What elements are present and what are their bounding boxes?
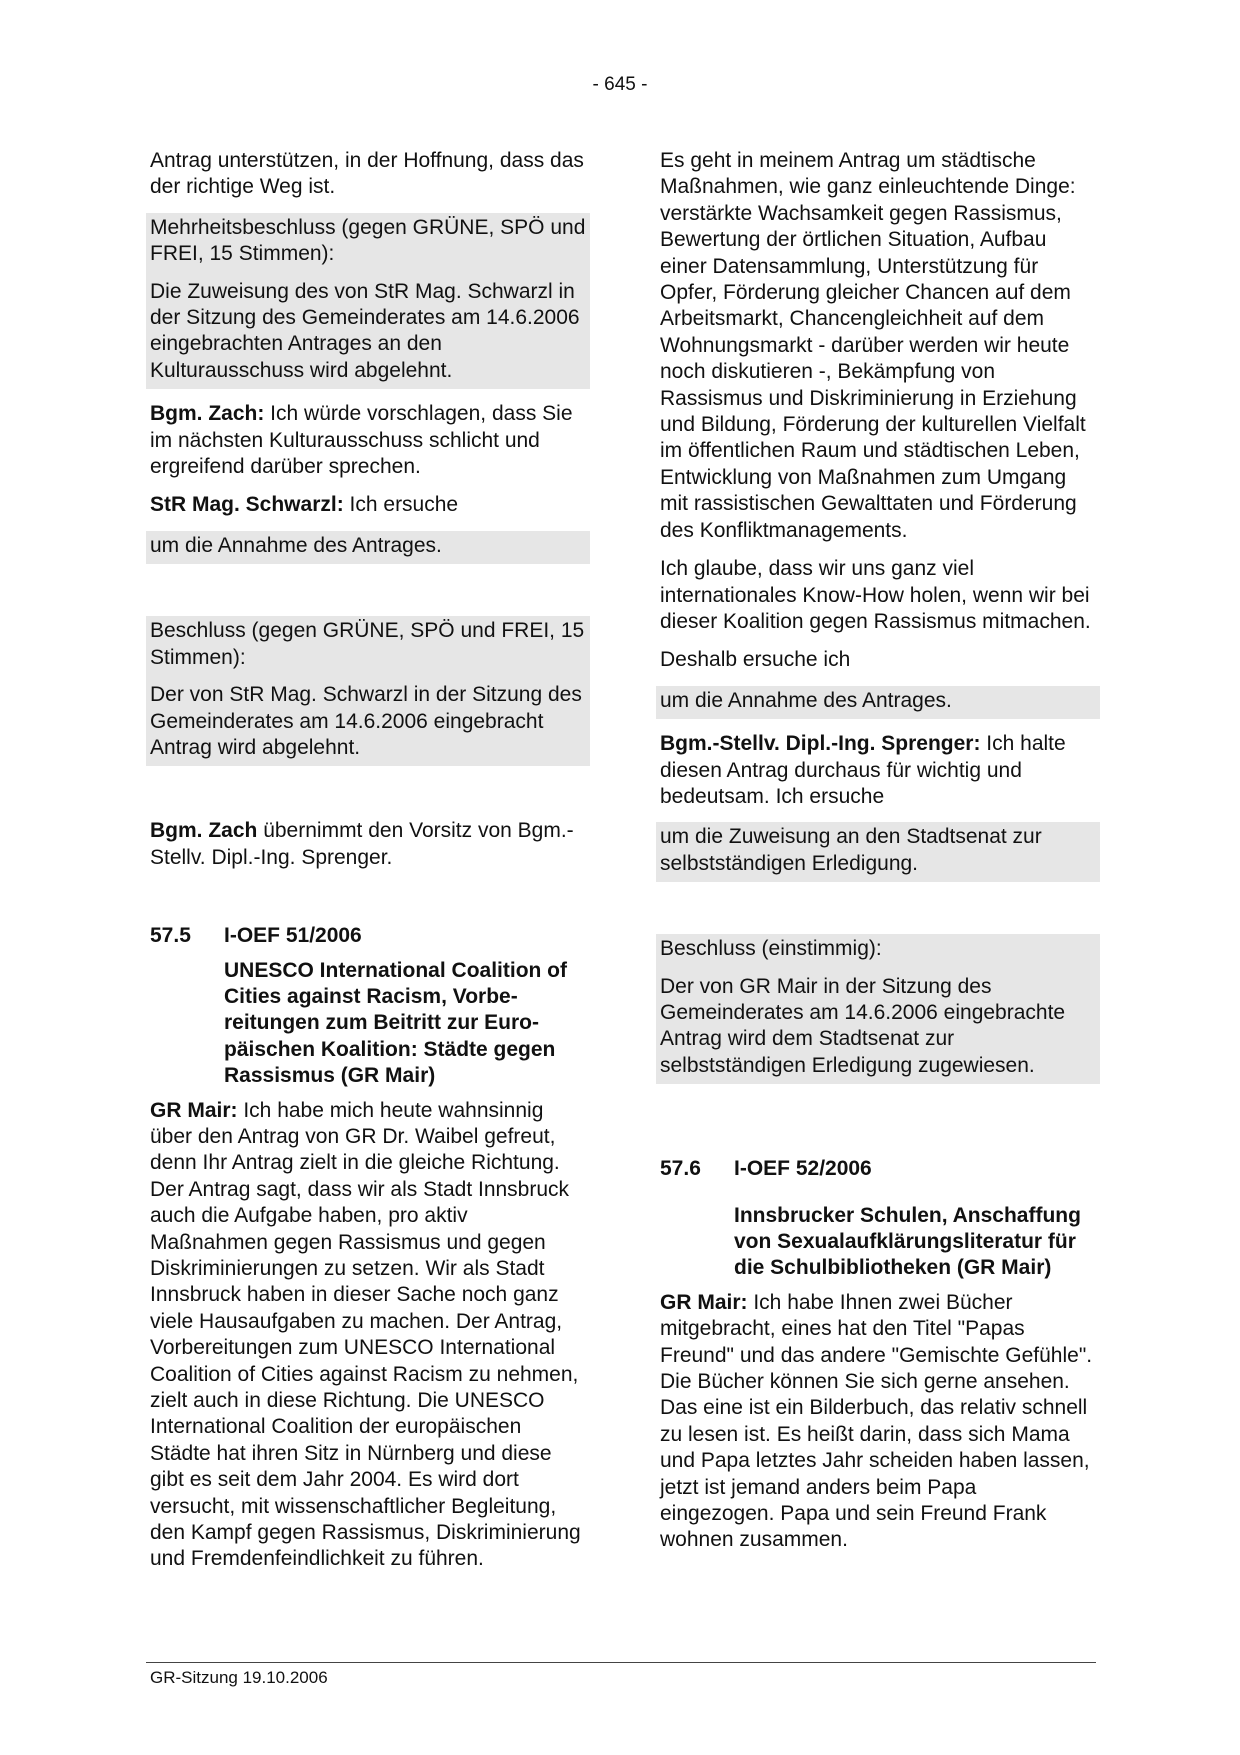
chair-change-text: übernimmt den Vorsitz von Bgm.-Stellv. Dipl.-Ing. Sprenger. bbox=[150, 819, 574, 869]
motion-request-box bbox=[656, 686, 1100, 719]
motion-request-box bbox=[656, 822, 1100, 882]
agenda-item-header bbox=[660, 1156, 1100, 1182]
agenda-item bbox=[146, 923, 590, 1089]
spacer bbox=[146, 778, 590, 818]
paragraph: Es geht in meinem Antrag um städtische Maßnahmen, wie ganz einleuchtende Dinge: verstärkte Wachsamkeit gegen Rassismus, Bewertung der örtlichen Situation, Aufbau einer Datensammlung, Unterstützung für Opfer, Förderung gleicher Chancen auf dem Arbeitsmarkt, Chancengleichheit auf dem Wohnungsmarkt - darüber werden wir heute noch diskutieren -, Bekämpfung von Rassismus und Diskriminierung in Erziehung und Bildung, Förderung der kulturellen Vielfalt im öffentlichen Raum und städtischen Leben, Entwicklung von Maßnahmen zum Umgang mit rassistischen Gewalttaten und Förderung des Konfliktmanagements. bbox=[660, 149, 1086, 542]
agenda-item-number: 57.6 bbox=[660, 1157, 701, 1181]
motion-request-text: um die Annahme des Antrages. bbox=[150, 533, 442, 557]
resolution-box bbox=[146, 616, 590, 766]
agenda-item-header bbox=[150, 923, 590, 949]
footer-text: GR-Sitzung 19.10.2006 bbox=[150, 1668, 328, 1687]
speech-text: Ich würde vorschlagen, dass Sie im nächsten Kulturausschuss schlicht und ergreifend darüber sprechen. bbox=[150, 402, 573, 479]
speech-paragraph bbox=[656, 1290, 1100, 1554]
motion-request-box bbox=[146, 531, 590, 564]
agenda-item-code: I-OEF 52/2006 bbox=[734, 1157, 872, 1181]
resolution-box bbox=[656, 934, 1100, 1084]
resolution-text: Der von GR Mair in der Sitzung des Gemeinderates am 14.6.2006 eingebrachte Antrag wird dem Stadtsenat zur selbstständigen Erledigung zugewiesen. bbox=[660, 974, 1066, 1077]
spacer bbox=[146, 883, 590, 923]
left-column bbox=[146, 148, 590, 1585]
resolution-heading: Beschluss (einstimmig): bbox=[660, 937, 882, 961]
agenda-item-code: I-OEF 51/2006 bbox=[224, 924, 362, 948]
speaker-name: Bgm.-Stellv. Dipl.-Ing. Sprenger: bbox=[660, 732, 981, 756]
resolution-text: Der von StR Mag. Schwarzl in der Sitzung des Gemeinderates am 14.6.2006 eingebracht Antrag wird abgelehnt. bbox=[150, 683, 582, 759]
speech-paragraph bbox=[656, 731, 1100, 810]
chair-change-paragraph bbox=[146, 818, 590, 871]
speaker-name: StR Mag. Schwarzl: bbox=[150, 493, 344, 517]
paragraph: Antrag unterstützen, in der Hoffnung, dass das der richtige Weg ist. bbox=[150, 149, 584, 199]
speech-text: Ich ersuche bbox=[343, 493, 459, 517]
speaker-name: Bgm. Zach bbox=[150, 819, 258, 843]
speech-text: Ich halte diesen Antrag durchaus für wichtig und bedeutsam. Ich ersuche bbox=[660, 732, 1066, 808]
paragraph: Ich glaube, dass wir uns ganz viel internationales Know-How holen, wenn wir bei dieser Koalition gegen Rassismus mitmachen. bbox=[660, 557, 1091, 633]
speaker-name: Bgm. Zach: bbox=[150, 402, 265, 426]
spacer bbox=[660, 1191, 1100, 1203]
speech-paragraph bbox=[146, 401, 590, 480]
motion-request-text: um die Zuweisung an den Stadtsenat zur selbstständigen Erledigung. bbox=[660, 825, 1042, 875]
speaker-name: GR Mair: bbox=[150, 1098, 238, 1122]
speech-paragraph bbox=[146, 492, 590, 518]
spacer bbox=[656, 1096, 1100, 1156]
resolution-heading: Beschluss (gegen GRÜNE, SPÖ und FREI, 15 Stimmen): bbox=[150, 619, 585, 669]
agenda-item-title: UNESCO International Coalition of Cities against Racism, Vorbereitungen zum Beitritt zur Europäischen Koalition: Städte gegen Rassismus (GR Mair) bbox=[224, 958, 568, 1088]
speech-paragraph bbox=[146, 1098, 590, 1573]
speaker-name: GR Mair: bbox=[660, 1290, 748, 1314]
agenda-item bbox=[656, 1156, 1100, 1282]
resolution-box bbox=[146, 213, 590, 389]
motion-request-text: um die Annahme des Antrages. bbox=[660, 688, 952, 712]
agenda-item-title: Innsbrucker Schulen, Anschaffung von Sexualaufklärungsliteratur für die Schulbibliotheken (GR Mair) bbox=[734, 1203, 1081, 1280]
spacer bbox=[656, 894, 1100, 934]
paragraph: Deshalb ersuche ich bbox=[660, 648, 851, 672]
spacer bbox=[146, 576, 590, 616]
agenda-item-number: 57.5 bbox=[150, 924, 191, 948]
right-column bbox=[656, 148, 1100, 1566]
resolution-heading: Mehrheitsbeschluss (gegen GRÜNE, SPÖ und FREI, 15 Stimmen): bbox=[150, 215, 586, 266]
speech-text: Ich habe Ihnen zwei Bücher mitgebracht, eines hat den Titel "Papas Freund" und das andere "Gemischte Gefühle". Die Bücher können Sie sich gerne ansehen. Das eine ist ein Bilderbuch, das relativ schnell zu lesen ist. Es heißt darin, dass sich Mama und Papa letztes Jahr scheiden haben lassen, jetzt ist jemand anders beim Papa eingezogen. Papa und sein Freund Frank wohnen zusammen. bbox=[660, 1290, 1093, 1552]
resolution-text: Die Zuweisung des von StR Mag. Schwarzl in der Sitzung des Gemeinderates am 14.6.2006 eingebrachten Antrages an den Kulturausschuss wird abgelehnt. bbox=[150, 279, 580, 382]
footer-divider bbox=[146, 1662, 1096, 1663]
page-number: - 645 - bbox=[592, 74, 648, 95]
speech-text: Ich habe mich heute wahnsinnig über den Antrag von GR Dr. Waibel gefreut, denn Ihr Antrag zielt in die gleiche Richtung. Der Antrag sagt, dass wir als Stadt Innsbruck auch die Aufgabe haben, pro aktiv Maßnahmen gegen Rassismus und gegen Diskriminierungen zu setzen. Wir als Stadt Innsbruck haben in dieser Sache noch ganz viele Hausaufgaben zu machen. Der Antrag, Vorbereitungen zum UNESCO International Coalition of Cities against Racism zu nehmen, zielt auch in diese Richtung. Die UNESCO International Coalition der europäischen Städte hat ihren Sitz in Nürnberg und diese gibt es seit dem Jahr 2004. Es wird dort versucht, mit wissenschaftlicher Begleitung, den Kampf gegen Rassismus, Diskriminierung und Fremdenfeindlichkeit zu führen. bbox=[150, 1098, 581, 1571]
